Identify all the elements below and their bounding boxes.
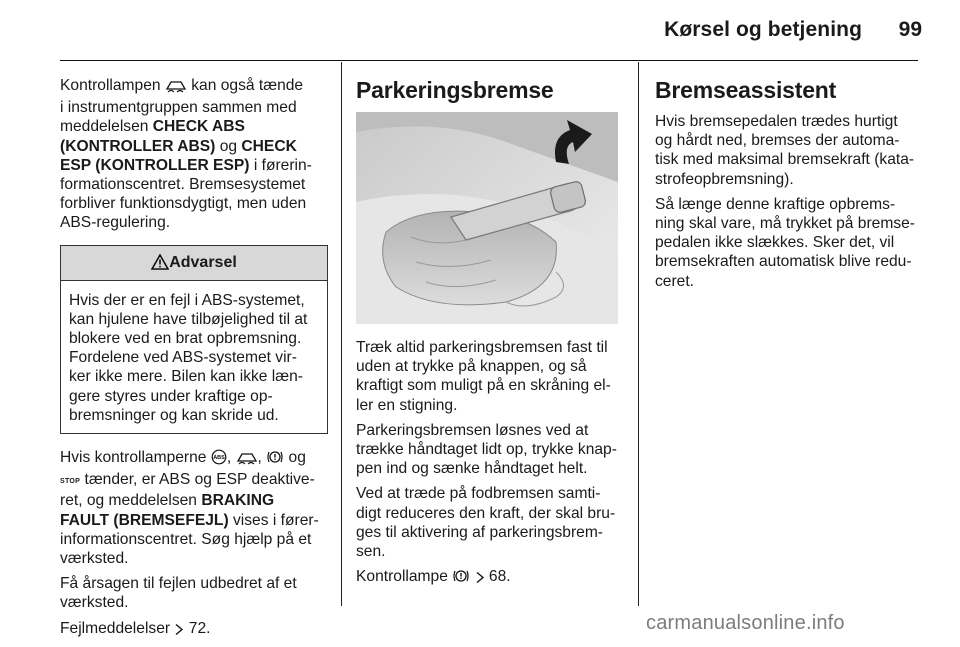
brake-warning-icon: [266, 449, 284, 470]
text-line: kan også tænde: [191, 77, 304, 94]
text-line: ges til aktivering af parkeringsbrem-: [356, 523, 604, 541]
text-line: i førerin-: [253, 156, 312, 174]
text-line: Ved at træde på fodbremsen samti-: [356, 485, 601, 503]
section-heading-brake-assist: Bremseassistent: [655, 77, 837, 103]
control-lamp-ref: [356, 567, 622, 589]
text-line: meddelelsen: [60, 118, 149, 136]
page-ref-arrow-icon: [174, 622, 184, 641]
deactivation-paragraph: [60, 448, 328, 568]
text-line: ,: [226, 449, 232, 467]
text-line: ret, og meddelelsen: [60, 492, 197, 510]
column-right: [655, 76, 923, 297]
text-line: værksted.: [60, 550, 129, 568]
text-line: Parkeringsbremsen løsnes ved at: [356, 421, 589, 439]
text-line: Fejlmeddelelser: [60, 619, 171, 637]
header-divider: [60, 60, 918, 61]
abs-lamp-paragraph: [60, 76, 328, 233]
text-line: strofeopbremsning).: [655, 170, 794, 188]
parking-brake-illustration: [356, 112, 618, 324]
fault-messages-ref: [60, 619, 328, 641]
text-line: blokere ved en brat opbremsning.: [69, 330, 302, 348]
text-line: Få årsagen til fejlen udbedret af et: [60, 575, 297, 593]
brake-assist-paragraph: [655, 112, 923, 189]
warning-box: [60, 245, 328, 434]
text-line: bremsninger og kan skride ud.: [69, 406, 279, 424]
text-line: Hvis bremsepedalen trædes hurtigt: [655, 113, 898, 130]
column-left: [60, 76, 328, 647]
text-line: og hårdt ned, bremses der automa-: [655, 132, 900, 150]
message-check-abs: CHECK ABS: [152, 118, 245, 136]
text-line: informationscentret. Søg hjælp på et: [60, 530, 312, 548]
text-line: Fordelene ved ABS-systemet vir-: [69, 349, 297, 367]
message-check: CHECK: [241, 137, 297, 155]
message-braking: BRAKING: [201, 492, 275, 510]
text-line: tisk med maksimal bremsekraft (kata-: [655, 151, 915, 169]
parking-brake-release-paragraph: [356, 421, 622, 479]
message-esp: ESP (KONTROLLER ESP): [60, 156, 250, 174]
text-line: kraftigt som muligt på en skråning el-: [356, 377, 611, 395]
page-ref-arrow-icon: [475, 570, 485, 589]
section-heading-parking-brake: Parkeringsbremse: [356, 77, 554, 103]
esp-slip-icon: [236, 451, 258, 470]
text-line: ,: [257, 449, 262, 467]
text-line: Hvis kontrollamperne: [60, 449, 207, 467]
text-line: Så længe denne kraftige opbrems-: [655, 195, 896, 213]
brake-warning-icon: [452, 568, 470, 589]
warning-header: [61, 246, 327, 281]
message-brake-fault: FAULT (BREMSEFEJL): [60, 511, 229, 529]
brake-assist-duration-paragraph: [655, 195, 923, 291]
page-header-title: Kørsel og betjening: [664, 18, 862, 41]
text-line: ker ikke mere. Bilen kan ikke læn-: [69, 368, 303, 386]
warning-triangle-icon: [151, 249, 169, 283]
text-line: trække håndtaget lidt op, trykke knap-: [356, 441, 617, 459]
svg-text:ABS: ABS: [213, 455, 225, 462]
esp-slip-icon: [165, 79, 187, 98]
watermark: carmanualsonline.info: [646, 612, 845, 634]
text-line: forbliver funktionsdygtigt, men uden: [60, 195, 307, 213]
text-line: ceret.: [655, 272, 694, 290]
text-line: og: [219, 137, 238, 155]
text-line: sen.: [356, 543, 386, 561]
warning-title: Advarsel: [169, 253, 237, 271]
text-line: uden at trykke på knappen, og så: [356, 358, 587, 376]
page-number: 99: [898, 18, 922, 41]
text-line: ning skal vare, må trykket på bremse-: [655, 215, 915, 233]
text-line: pedalen ikke slækkes. Sker det, vil: [655, 234, 895, 252]
page-reference[interactable]: 72.: [188, 619, 211, 637]
text-line: vises i fører-: [232, 511, 319, 529]
repair-paragraph: [60, 574, 328, 612]
column-divider: [341, 62, 342, 606]
text-line: Kontrollampe: [356, 568, 448, 586]
text-line: Træk altid parkeringsbremsen fast til: [356, 339, 608, 356]
parking-brake-apply-paragraph: [356, 338, 622, 415]
text-line: pen ind og sænke håndtaget helt.: [356, 460, 588, 478]
column-middle: [356, 76, 622, 595]
text-line: formationscentret. Bremsesystemet: [60, 176, 306, 194]
warning-body: [61, 281, 327, 433]
text-line: gere styres under kraftige op-: [69, 387, 273, 405]
text-line: i instrumentgruppen sammen med: [60, 99, 297, 117]
text-line: digt reduceres den kraft, der skal bru-: [356, 504, 616, 522]
text-line: ABS-regulering.: [60, 214, 171, 232]
text-line: værksted.: [60, 594, 129, 612]
text-line: kan hjulene have tilbøjelighed til at: [69, 310, 308, 328]
text-line: og: [288, 449, 306, 467]
page-reference[interactable]: 68.: [488, 568, 511, 586]
abs-icon: [211, 449, 227, 470]
message-kontroller-abs: (KONTROLLER ABS): [60, 137, 216, 155]
text-line: bremsekraften automatisk blive redu-: [655, 253, 912, 271]
text-line: Kontrollampen: [60, 77, 161, 94]
text-line: Hvis der er en fejl i ABS-systemet,: [69, 291, 305, 309]
text-line: ler en stigning.: [356, 396, 458, 414]
column-divider: [638, 62, 639, 606]
foot-brake-paragraph: [356, 484, 622, 561]
stop-icon: STOP: [60, 478, 81, 486]
text-line: tænder, er ABS og ESP deaktive-: [84, 471, 315, 489]
